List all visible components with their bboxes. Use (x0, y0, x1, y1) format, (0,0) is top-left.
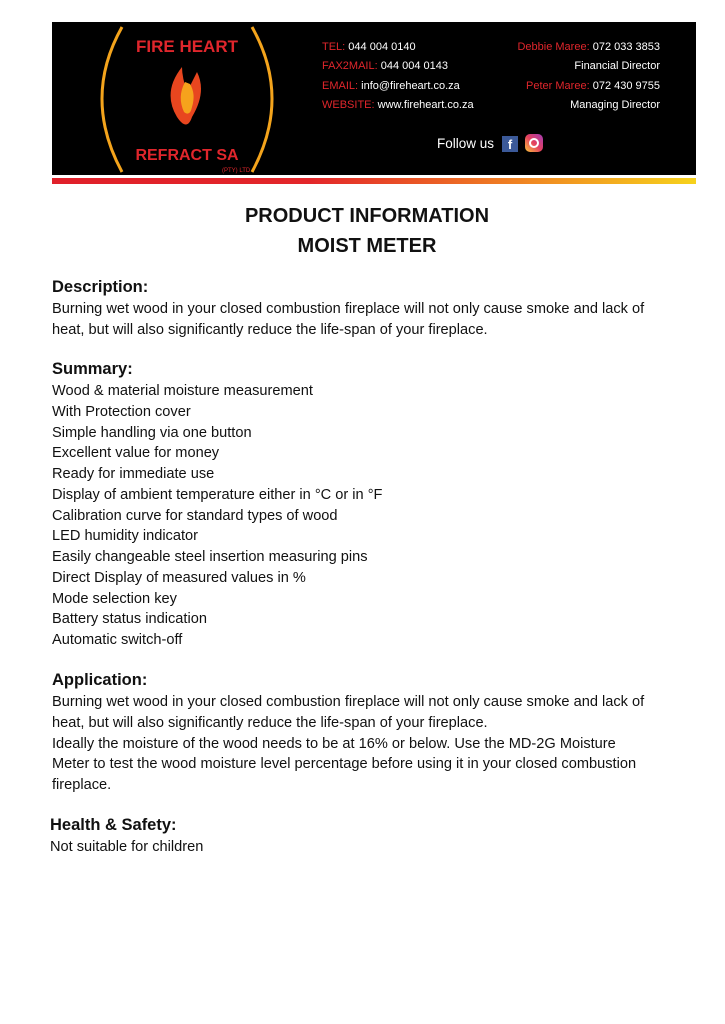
facebook-icon[interactable]: f (502, 136, 518, 152)
summary-item: Automatic switch-off (52, 632, 183, 648)
health-safety-line: Not suitable for children (50, 839, 204, 855)
instagram-icon[interactable] (525, 134, 543, 152)
color-stripe-divider (52, 178, 696, 184)
summary-item: With Protection cover (52, 403, 191, 420)
summary-item: Mode selection key (52, 590, 177, 607)
summary-item: Easily changeable steel insertion measuring pins (52, 549, 368, 565)
logo-text-top: FIRE HEART (136, 37, 238, 56)
person-debbie: Debbie Maree: 072 033 3853 (517, 41, 660, 53)
logo-text-sub: (PTY) LTD (222, 168, 251, 174)
summary-item: Excellent value for money (52, 445, 220, 462)
contact-email[interactable]: EMAIL: info@fireheart.co.za (322, 80, 460, 92)
application-line: Ideally the moisture of the wood needs to be at 16% or below. Use the MD-2G Moisture (52, 735, 616, 752)
summary-item: Ready for immediate use (52, 466, 215, 482)
summary-item: Simple handling via one button (52, 424, 252, 441)
application-line: heat, but will also significantly reduce the life-span of your fireplace. (52, 714, 488, 731)
summary-item: LED humidity indicator (52, 528, 199, 545)
logo-text-bottom: REFRACT SA (135, 147, 239, 164)
follow-us-label: Follow us (437, 136, 495, 151)
person-peter-role: Managing Director (570, 99, 660, 111)
application-line: fireplace. (52, 777, 112, 793)
contact-fax: FAX2MAIL: 044 004 0143 (322, 60, 448, 72)
fire-heart-logo (82, 22, 292, 175)
page-subtitle: MOIST METER (297, 235, 437, 257)
letterhead-banner (52, 22, 696, 175)
contact-website[interactable]: WEBSITE: www.fireheart.co.za (322, 99, 474, 111)
summary-item: Direct Display of measured values in % (52, 569, 306, 586)
description-line: heat, but will also significantly reduce the life-span of your fireplace. (52, 321, 488, 338)
description-heading: Description: (52, 278, 149, 296)
page-title: PRODUCT INFORMATION (244, 205, 490, 227)
application-line: Burning wet wood in your closed combustion fireplace will not only cause smoke and lack of (52, 694, 645, 710)
description-line: Burning wet wood in your closed combustion fireplace will not only cause smoke and lack of (52, 301, 645, 317)
health-safety-heading: Health & Safety: (50, 816, 177, 834)
application-heading: Application: (52, 671, 148, 689)
summary-item: Calibration curve for standard types of wood (52, 507, 338, 524)
summary-item: Battery status indication (52, 611, 207, 628)
summary-heading: Summary: (52, 360, 133, 378)
summary-item: Wood & material moisture measurement (52, 383, 313, 399)
contact-tel: TEL: 044 004 0140 (322, 41, 416, 53)
person-debbie-role: Financial Director (574, 60, 660, 72)
person-peter: Peter Maree: 072 430 9755 (526, 80, 660, 92)
application-line: Meter to test the wood moisture level percentage before using it in your closed combustion (52, 756, 637, 773)
summary-item: Display of ambient temperature either in °C or in °F (52, 486, 383, 503)
